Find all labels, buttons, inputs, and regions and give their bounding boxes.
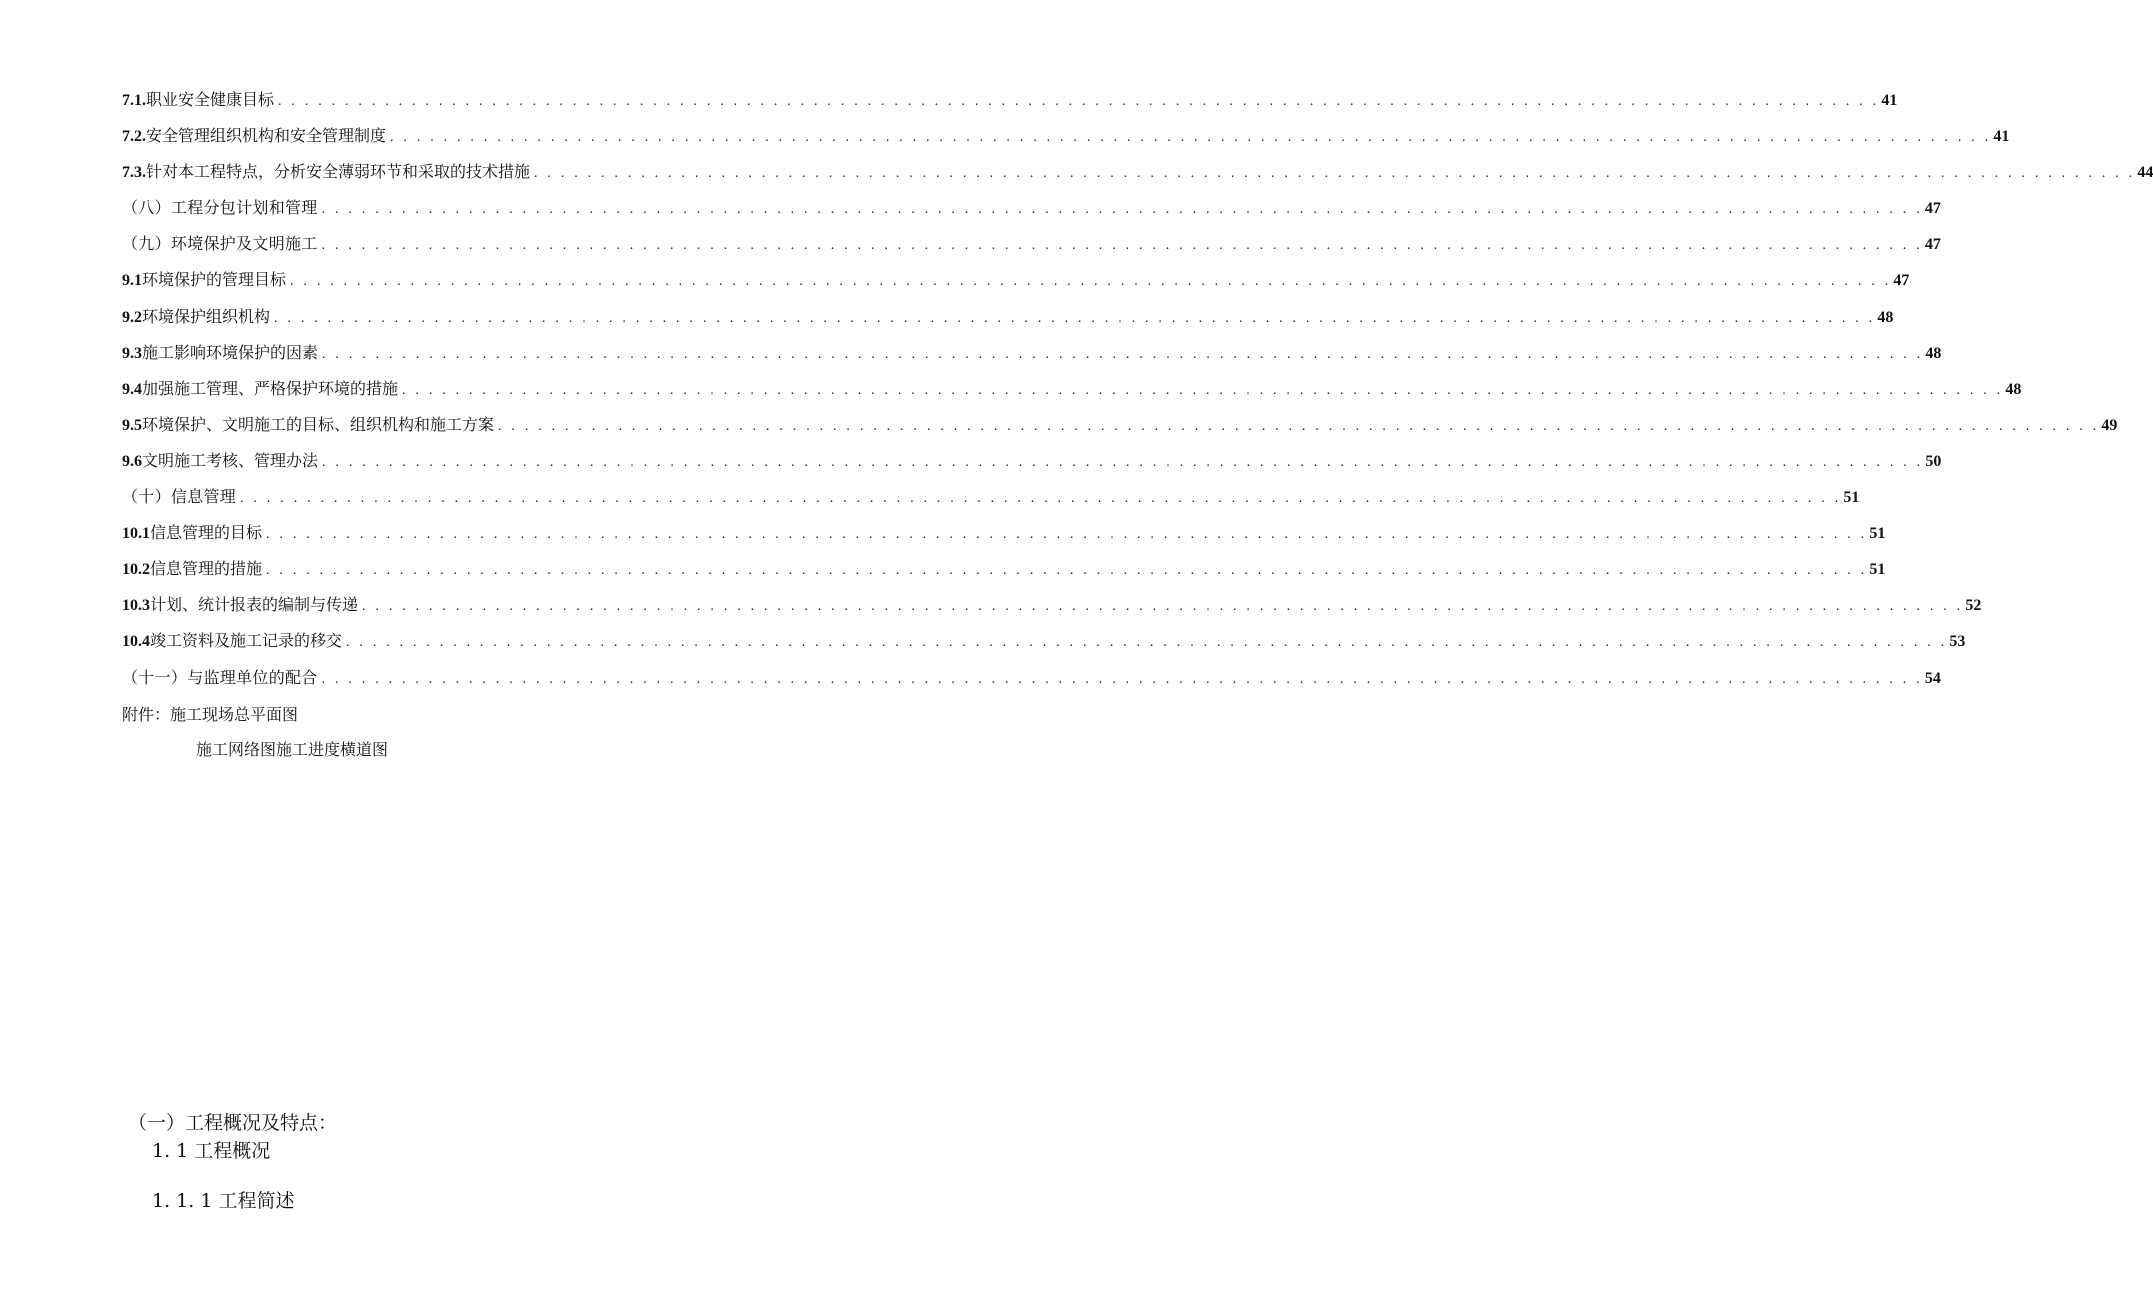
toc-entry-title: 加强施工管理、严格保护环境的措施 bbox=[142, 378, 399, 398]
toc-entry-page: 53 bbox=[1949, 633, 1966, 651]
toc-entry-number: 9.4 bbox=[122, 380, 142, 398]
toc-dot-leader: . . . . . . . . . . . . . . . . . . . . . . . . . . . . . . . . . . . . . . . . . . . . . . . . . . . . . . . . . . . . . . . . . . . . . . . . . . . . . . . . . . . . . . . . . . . . . . . . . . . . . . . . . . . . . . . . . . . . . . . . bbox=[362, 599, 1964, 615]
toc-entry[interactable] bbox=[122, 587, 1982, 623]
subsection-heading: 1. 1 工程概况 bbox=[152, 1140, 271, 1162]
toc-dot-leader: . . . . . . . . . . . . . . . . . . . . . . . . . . . . . . . . . . . . . . . . . . . . . . . . . . . . . . . . . . . . . . . . . . . . . . . . . . . . . . . . . . . . . . . . . . . . . . . . . . . . . . . . . . . . . . . . . . . . . . . . bbox=[240, 491, 1842, 507]
toc-entry[interactable] bbox=[122, 262, 1910, 298]
toc-entry[interactable] bbox=[122, 226, 1941, 262]
section-heading: （一）工程概况及特点： bbox=[128, 1112, 338, 1134]
toc-entry[interactable] bbox=[122, 190, 1941, 226]
toc-dot-leader: . . . . . . . . . . . . . . . . . . . . . . . . . . . . . . . . . . . . . . . . . . . . . . . . . . . . . . . . . . . . . . . . . . . . . . . . . . . . . . . . . . . . . . . . . . . . . . . . . . . . . . . . . . . . . . . . . . . . . . . . bbox=[274, 310, 1876, 326]
toc-dot-leader: . . . . . . . . . . . . . . . . . . . . . . . . . . . . . . . . . . . . . . . . . . . . . . . . . . . . . . . . . . . . . . . . . . . . . . . . . . . . . . . . . . . . . . . . . . . . . . . . . . . . . . . . . . . . . . . . . . . . . . . . bbox=[322, 346, 1924, 362]
toc-entry-page: 51 bbox=[1869, 561, 1886, 579]
toc-entry-number: 7.2. bbox=[122, 128, 146, 146]
toc-dot-leader: . . . . . . . . . . . . . . . . . . . . . . . . . . . . . . . . . . . . . . . . . . . . . . . . . . . . . . . . . . . . . . . . . . . . . . . . . . . . . . . . . . . . . . . . . . . . . . . . . . . . . . . . . . . . . . . . . . . . . . . . bbox=[278, 94, 1880, 109]
toc-entry[interactable] bbox=[122, 443, 1942, 479]
toc-dot-leader: . . . . . . . . . . . . . . . . . . . . . . . . . . . . . . . . . . . . . . . . . . . . . . . . . . . . . . . . . . . . . . . . . . . . . . . . . . . . . . . . . . . . . . . . . . . . . . . . . . . . . . . . . . . . . . . . . . . . . . . . bbox=[266, 563, 1868, 579]
toc-entry[interactable] bbox=[122, 118, 2010, 154]
toc-entry[interactable] bbox=[122, 299, 1894, 335]
toc-entry[interactable] bbox=[122, 407, 2118, 443]
toc-entry-page: 51 bbox=[1843, 489, 1860, 507]
toc-entry[interactable] bbox=[122, 371, 2022, 407]
toc-entry-number: 9.6 bbox=[122, 452, 142, 470]
toc-entry-number: 7.1. bbox=[122, 92, 146, 109]
toc-entry-title: 文明施工考核、管理办法 bbox=[142, 450, 319, 470]
toc-entry-number: 9.5 bbox=[122, 416, 142, 434]
toc-entry[interactable] bbox=[122, 154, 2153, 190]
toc-entry-page: 49 bbox=[2101, 416, 2118, 434]
table-of-contents bbox=[122, 82, 2153, 696]
toc-entry-title: （十一）与监理单位的配合 bbox=[122, 667, 318, 687]
toc-entry-page: 48 bbox=[1877, 308, 1894, 326]
toc-entry-page: 47 bbox=[1924, 236, 1941, 254]
toc-entry[interactable] bbox=[122, 660, 1941, 696]
toc-entry-title: 环境保护、文明施工的目标、组织机构和施工方案 bbox=[142, 414, 495, 434]
toc-dot-leader: . . . . . . . . . . . . . . . . . . . . . . . . . . . . . . . . . . . . . . . . . . . . . . . . . . . . . . . . . . . . . . . . . . . . . . . . . . . . . . . . . . . . . . . . . . . . . . . . . . . . . . . . . . . . . . . . . . . . . . . . bbox=[346, 635, 1948, 651]
toc-entry-page: 48 bbox=[1925, 344, 1942, 362]
toc-dot-leader: . . . . . . . . . . . . . . . . . . . . . . . . . . . . . . . . . . . . . . . . . . . . . . . . . . . . . . . . . . . . . . . . . . . . . . . . . . . . . . . . . . . . . . . . . . . . . . . . . . . . . . . . . . . . . . . . . . . . . . . . bbox=[322, 454, 1924, 470]
toc-entry-page: 54 bbox=[1924, 669, 1941, 687]
toc-entry-title: （八）工程分包计划和管理 bbox=[122, 198, 318, 218]
toc-entry-number: 10.4 bbox=[122, 633, 150, 651]
toc-entry-page: 47 bbox=[1893, 272, 1910, 290]
toc-entry[interactable] bbox=[122, 82, 1898, 118]
toc-entry-number: 10.3 bbox=[122, 597, 150, 615]
toc-entry-page: 41 bbox=[1881, 92, 1898, 109]
toc-dot-leader: . . . . . . . . . . . . . . . . . . . . . . . . . . . . . . . . . . . . . . . . . . . . . . . . . . . . . . . . . . . . . . . . . . . . . . . . . . . . . . . . . . . . . . . . . . . . . . . . . . . . . . . . . . . . . . . . . . . . . . . . bbox=[321, 202, 1923, 218]
toc-entry-title: 信息管理的措施 bbox=[150, 559, 263, 579]
toc-dot-leader: . . . . . . . . . . . . . . . . . . . . . . . . . . . . . . . . . . . . . . . . . . . . . . . . . . . . . . . . . . . . . . . . . . . . . . . . . . . . . . . . . . . . . . . . . . . . . . . . . . . . . . . . . . . . . . . . . . . . . . . . bbox=[390, 130, 1992, 146]
toc-entry-title: （九）环境保护及文明施工 bbox=[122, 234, 318, 254]
toc-dot-leader: . . . . . . . . . . . . . . . . . . . . . . . . . . . . . . . . . . . . . . . . . . . . . . . . . . . . . . . . . . . . . . . . . . . . . . . . . . . . . . . . . . . . . . . . . . . . . . . . . . . . . . . . . . . . . . . . . . . . . . . . bbox=[498, 418, 2100, 434]
toc-entry-title: 职业安全健康目标 bbox=[146, 90, 275, 109]
toc-entry-page: 47 bbox=[1924, 200, 1941, 218]
toc-entry[interactable] bbox=[122, 515, 1886, 551]
toc-entry-title: （十）信息管理 bbox=[122, 487, 237, 507]
toc-entry-number: 9.2 bbox=[122, 308, 142, 326]
toc-entry[interactable] bbox=[122, 623, 1966, 659]
toc-entry-title: 环境保护的管理目标 bbox=[142, 270, 287, 290]
toc-dot-leader: . . . . . . . . . . . . . . . . . . . . . . . . . . . . . . . . . . . . . . . . . . . . . . . . . . . . . . . . . . . . . . . . . . . . . . . . . . . . . . . . . . . . . . . . . . . . . . . . . . . . . . . . . . . . . . . . . . . . . . . . bbox=[402, 382, 2004, 398]
attachment-line-2: 施工网络图施工进度横道图 bbox=[196, 740, 389, 759]
toc-entry-title: 施工影响环境保护的因素 bbox=[142, 342, 319, 362]
toc-entry-number: 9.1 bbox=[122, 272, 142, 290]
toc-entry-title: 信息管理的目标 bbox=[150, 523, 263, 543]
toc-entry-page: 52 bbox=[1965, 597, 1982, 615]
toc-entry[interactable] bbox=[122, 479, 1860, 515]
toc-entry-page: 48 bbox=[2005, 380, 2022, 398]
sub-subsection-heading: 1. 1. 1 工程简述 bbox=[152, 1190, 295, 1212]
toc-entry-page: 50 bbox=[1925, 452, 1942, 470]
toc-dot-leader: . . . . . . . . . . . . . . . . . . . . . . . . . . . . . . . . . . . . . . . . . . . . . . . . . . . . . . . . . . . . . . . . . . . . . . . . . . . . . . . . . . . . . . . . . . . . . . . . . . . . . . . . . . . . . . . . . . . . . . . . bbox=[321, 671, 1923, 687]
toc-entry-page: 44 bbox=[2137, 164, 2153, 182]
toc-entry-number: 10.1 bbox=[122, 525, 150, 543]
toc-dot-leader: . . . . . . . . . . . . . . . . . . . . . . . . . . . . . . . . . . . . . . . . . . . . . . . . . . . . . . . . . . . . . . . . . . . . . . . . . . . . . . . . . . . . . . . . . . . . . . . . . . . . . . . . . . . . . . . . . . . . . . . . bbox=[266, 527, 1868, 543]
toc-entry-title: 针对本工程特点，分析安全薄弱环节和采取的技术措施 bbox=[146, 162, 531, 182]
toc-entry-title: 竣工资料及施工记录的移交 bbox=[150, 631, 343, 651]
toc-dot-leader: . . . . . . . . . . . . . . . . . . . . . . . . . . . . . . . . . . . . . . . . . . . . . . . . . . . . . . . . . . . . . . . . . . . . . . . . . . . . . . . . . . . . . . . . . . . . . . . . . . . . . . . . . . . . . . . . . . . . . . . . bbox=[321, 238, 1923, 254]
toc-entry-page: 51 bbox=[1869, 525, 1886, 543]
toc-entry-number: 9.3 bbox=[122, 344, 142, 362]
toc-entry-title: 计划、统计报表的编制与传递 bbox=[150, 595, 359, 615]
toc-entry-page: 41 bbox=[1993, 128, 2010, 146]
toc-entry[interactable] bbox=[122, 551, 1886, 587]
toc-entry[interactable] bbox=[122, 335, 1942, 371]
toc-dot-leader: . . . . . . . . . . . . . . . . . . . . . . . . . . . . . . . . . . . . . . . . . . . . . . . . . . . . . . . . . . . . . . . . . . . . . . . . . . . . . . . . . . . . . . . . . . . . . . . . . . . . . . . . . . . . . . . . . . . . . . . . bbox=[290, 274, 1892, 290]
toc-entry-number: 7.3. bbox=[122, 164, 146, 182]
toc-entry-number: 10.2 bbox=[122, 561, 150, 579]
toc-dot-leader: . . . . . . . . . . . . . . . . . . . . . . . . . . . . . . . . . . . . . . . . . . . . . . . . . . . . . . . . . . . . . . . . . . . . . . . . . . . . . . . . . . . . . . . . . . . . . . . . . . . . . . . . . . . . . . . . . . . . . . . . bbox=[534, 166, 2136, 182]
toc-entry-title: 安全管理组织机构和安全管理制度 bbox=[146, 126, 387, 146]
attachment-line: 附件：施工现场总平面图 bbox=[122, 705, 299, 724]
toc-entry-title: 环境保护组织机构 bbox=[142, 306, 271, 326]
